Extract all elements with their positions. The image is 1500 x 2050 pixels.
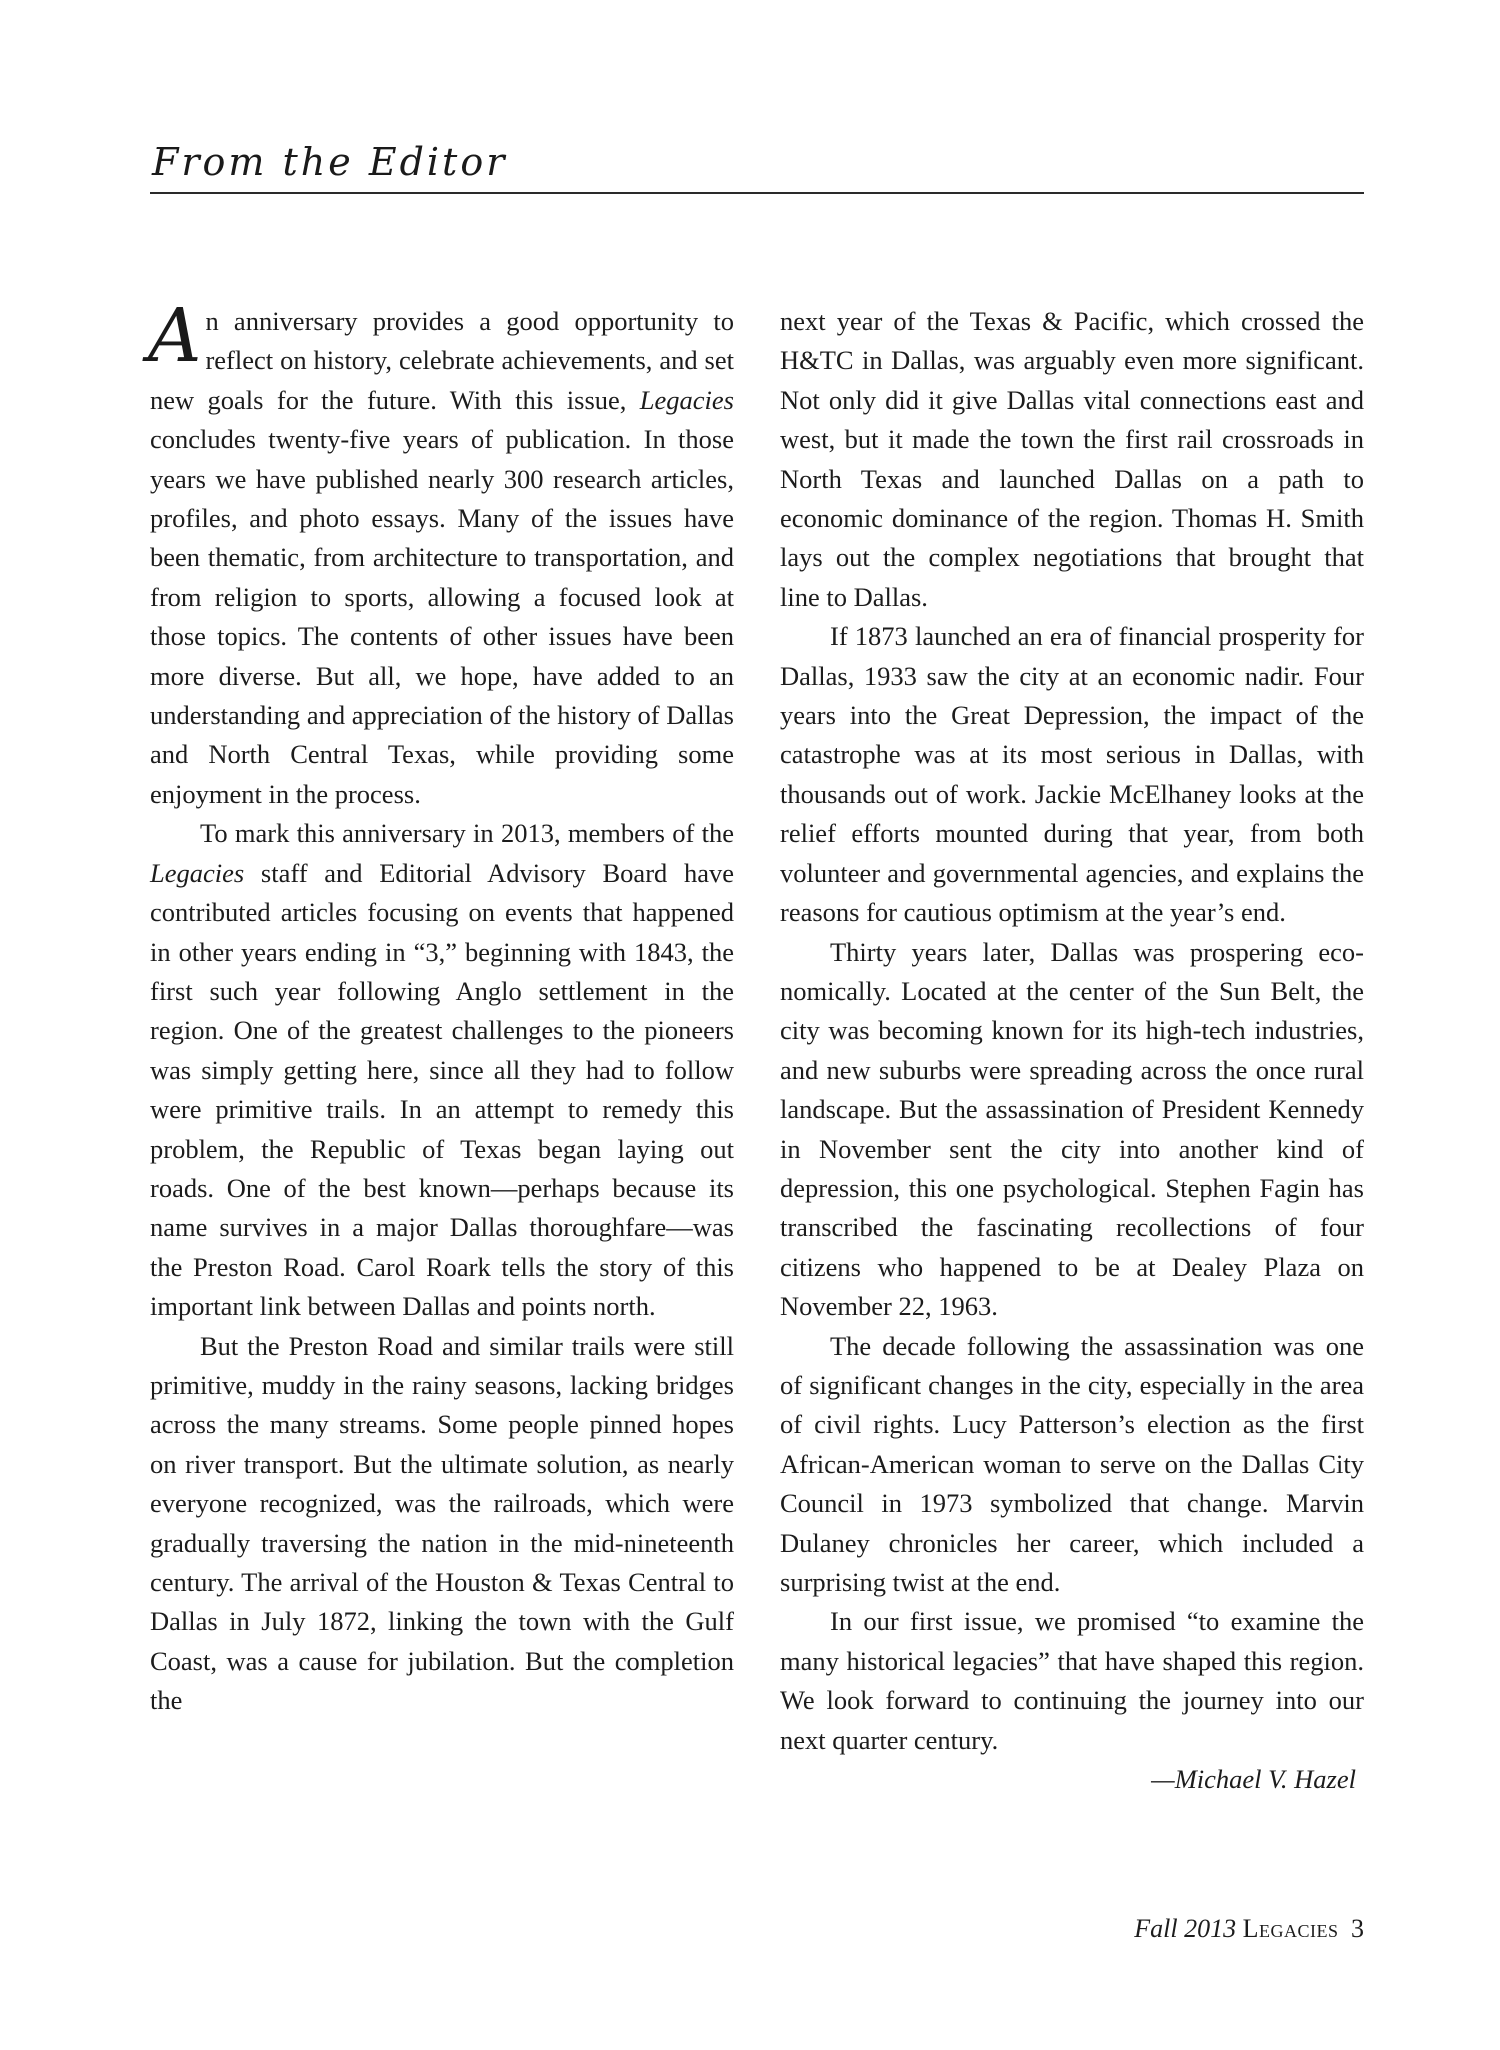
paragraph-text: n anniversary provides a good opportunity to reflect on history, celebrate achievements, and set new goals for the future. With this issue, — [150, 306, 734, 415]
paragraph-text: staff and Editorial Advisory Board have contributed articles focusing on events that happened in other years ending in “3,” beginning with 1843, the first such year following Anglo settlement in the region. One of the greatest challenges to the pioneers was simply getting here, since all they had to follow were primitive trails. In an attempt to remedy this problem, the Republic of Texas began laying out roads. One of the best known—perhaps because its name survives in a major Dallas thoroughfare—was the Preston Road. Carol Roark tells the story of this important link between Dallas and points north. — [150, 857, 734, 1322]
right-column — [780, 302, 1364, 1799]
paragraph-kennedy: Thirty years later, Dallas was prospering economically. Located at the center of the Sun Belt, the city was becoming known for its high-tech industries, and new suburbs were spreading across the once rural landscape. But the assassination of President Kennedy in November sent the city into another kind of depression, this one psychological. Stephen Fagin has transcribed the fascinating recollections of four citizens who happened to be at Dealey Plaza on November 22, 1963. — [780, 936, 1364, 1322]
paragraph-civil-rights: The decade following the assassination was one of significant changes in the city, especially in the area of civil rights. Lucy Patterson’s election as the first African-American woman to serve on the Dallas City Council in 1973 symbolized that change. Marvin Dulaney chronicles her career, which included a surprising twist at the end. — [780, 1330, 1364, 1597]
paragraph-anniversary — [150, 814, 734, 1326]
drop-cap: A — [148, 293, 202, 379]
issue-date: Fall 2013 — [1134, 1914, 1237, 1943]
paragraph-closing: In our first issue, we promised “to examine the many historical legacies” that have shaped this region. We look forward to continuing the journey into our next quarter century. — [780, 1606, 1364, 1755]
section-title: From the Editor — [152, 140, 508, 184]
editor-letter — [148, 293, 1364, 1862]
paragraph-text: concludes twenty-five years of publication. In those years we have published nearly 300 research articles, profiles, and photo essays. Many of the issues have been thematic, from architecture to transportation, and from religion to sports, allowing a focused look at those topics. The contents of other issues have been more diverse. But all, we hope, have added to an understanding and appreciation of the history of Dallas and North Central Texas, while providing some enjoyment in the process. — [150, 424, 734, 809]
page-footer — [1134, 1914, 1364, 1944]
left-column — [148, 293, 734, 1721]
paragraph-texas-pacific: next year of the Texas & Pacific, which crossed the H&TC in Dallas, was arguably even more significant. Not only did it give Dallas vital connections east and west, but it made the town the first rail crossroads in North Texas and launched Dallas on a path to economic dominance of the region. Thomas H. Smith lays out the complex negotiations that brought that line to Dallas. — [780, 306, 1364, 612]
paragraph-railroads: But the Preston Road and similar trails were still primitive, muddy in the rainy seasons, lacking bridges across the many streams. Some people pinned hopes on river transport. But the ultimate solution, as nearly everyone recognized, was the railroads, which were gradually traversing the nation in the mid-nineteenth century. The arrival of the Houston & Texas Central to Dallas in July 1872, linking the town with the Gulf Coast, was a cause for jubilation. But the completion the — [150, 1330, 734, 1716]
magazine-name: Legacies — [639, 384, 734, 415]
editor-signature: —Michael V. Hazel — [1151, 1764, 1356, 1795]
paragraph-depression: If 1873 launched an era of financial prosperity for Dallas, 1933 saw the city at an economic nadir. Four years into the Great Depression, the impact of the catastrophe was at its most serious in Dallas, with thousands out of work. Jackie McElhaney looks at the relief efforts mounted during that year, from both volunteer and governmental agencies, and explains the reasons for cautious optimism at the year’s end. — [780, 621, 1364, 928]
paragraph-text: To mark this anniversary in 2013, members of the — [200, 818, 734, 849]
magazine-title: Legacies — [1242, 1914, 1339, 1943]
section-header — [150, 136, 1364, 194]
paragraph-intro — [148, 293, 734, 814]
page-number: 3 — [1351, 1914, 1364, 1943]
magazine-name: Legacies — [150, 857, 245, 888]
